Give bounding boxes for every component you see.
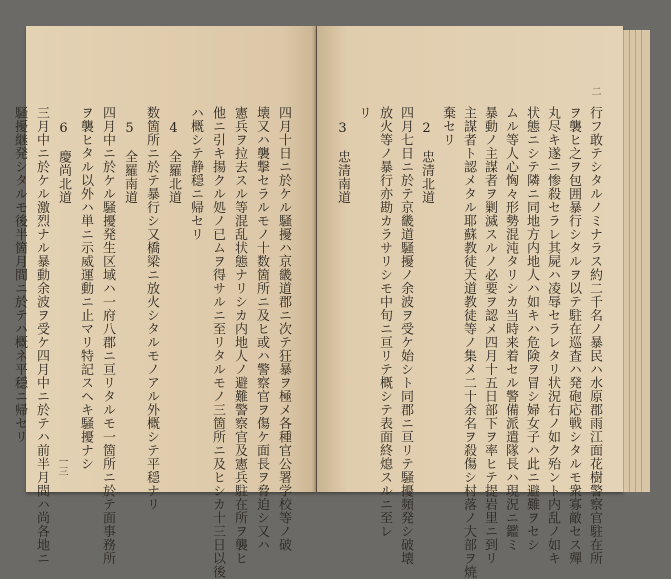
text-column: 三月中ニ於ケル激烈ナル暴動余波ヲ受ケ四月中ニ於テハ前半月間ハ尚各地ニ: [34, 106, 49, 565]
section-heading: 4 全羅北道: [166, 121, 181, 204]
section-heading: 2 忠清北道: [419, 121, 434, 204]
text-column: ヲ襲ヒタル以外ハ単ニ示威運動ニ止マリ特記スヘキ騒擾ナシ: [78, 106, 93, 471]
text-column: 行フ敢テシタルノミナラス約二千名ノ暴民ハ水原郡雨江面花樹警察官駐在所: [587, 106, 602, 565]
text-column: 四月中ニ於ケル騒擾発生区域ハ一府八郡ニ亘リタルモ一箇所ニ於テ面事務所: [100, 106, 115, 565]
section-heading: 6 慶尚北道: [56, 121, 71, 204]
section-heading: 5 全羅南道: [122, 121, 137, 204]
open-book: [12, 26, 654, 579]
page-number: 二: [589, 86, 600, 96]
right-page: [317, 26, 623, 579]
left-page: [12, 26, 316, 579]
text-column: ハ概シテ静穏ニ帰セリ: [188, 106, 203, 241]
text-column: 棄セリ: [440, 106, 455, 147]
text-column: 状態ニシテ隣ニ同地方内地人ハ如キハ危険ヲ冒シ婦女子ハ此ニ避難ヲセシ: [524, 106, 539, 552]
text-column: 丸尽キ遂ニ惨殺セラレ其屍ハ凌辱セラレタリ状況右ノ如ク殆ント内乱ノ如キ: [545, 106, 560, 565]
text-column: ヲ襲ヒ之ヲ包囲暴行シタルヲ以テ駐在巡査ハ発砲応戦シタルモ衆寡敵セス殫: [566, 106, 581, 565]
text-column: 四月七日ニ於テ京畿道騒擾ノ余波ヲ受ケ始シト同郡ニ亘リテ騒擾頻発シ破壊: [398, 106, 413, 565]
text-column: 四月十日ニ於ケル騒擾ハ京畿道郡ニ次テ狂暴ヲ極メ各種官公署学校等ノ破: [276, 106, 291, 552]
text-column: 騒擾継発シタルモ後半箇月間ニ於テハ概ネ平穏ニ帰セリ: [12, 106, 27, 444]
text-column: 憲兵ヲ拉去スル等混乱状態ナリシカ内地人ノ避難警察官及憲兵駐在所ヲ襲ヒ: [232, 106, 247, 565]
text-column: 他ニ引キ揚クル処ノ已ムヲ得サルニ至リタルモノ三箇所ニ及ヒシカ十三日以後: [210, 106, 225, 579]
section-heading: 3 忠清南道: [335, 121, 350, 204]
text-column: 暴動ノ主謀者ヲ剿滅スルノ必要ヲ認メ四月十五日部下ヲ率ヒテ提岩里ニ到リ: [482, 106, 497, 565]
text-column: 壊又ハ襲撃セラルモノ十数箇所ニ及ヒ或ハ警察官ヲ傷ケ面長ヲ脅迫シ又ハ: [254, 106, 269, 552]
text-column: ムル等人心恟々形勢混沌タリシカ当時来着セル警備派遣隊長ハ現況ニ鑑ミ: [503, 106, 518, 552]
text-column: 放火等ノ暴行亦勘カラサリシモ中旬ニ亘リテ概シテ表面終熄スルニ至レ: [377, 106, 392, 538]
text-column: 数箇所ニ於テ暴行シ又橋梁ニ放火シタルモノアル外概シテ平穏ナリ: [144, 106, 159, 511]
text-column: リ: [356, 106, 371, 120]
page-edge: [641, 30, 650, 492]
page-number: 一三: [56, 456, 67, 476]
text-column: 主謀者ト認メタル耶蘇教徒天道教徒等ノ集メ二十余名ヲ殺傷シ村落ノ大部ヲ焼: [461, 106, 476, 579]
